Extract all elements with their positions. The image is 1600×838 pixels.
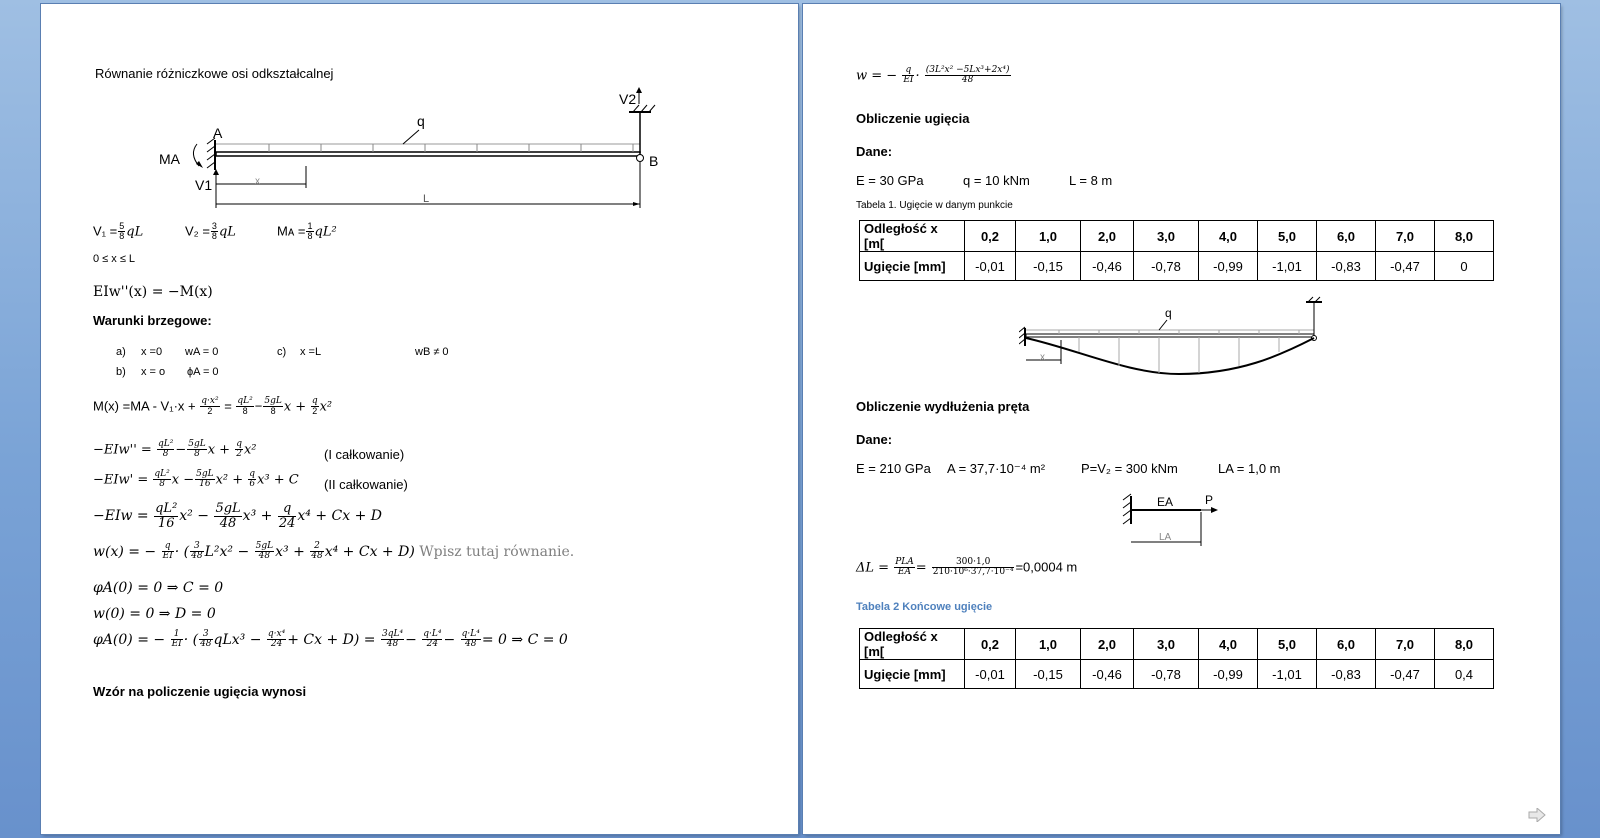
differential-equation: EIw''(x) = −M(x) (93, 284, 213, 300)
reaction-label-v2: V2 (619, 91, 637, 107)
moment-equation: M(x) =MA - V₁·x + $\frac{\text{q·x²}}{2}$ = $\frac{\text{qL²}}{8}$ − $\frac{5gL}{8}$ x + $\frac{q}{2}$ x² (93, 396, 333, 417)
bc-c-condition: x =L (300, 346, 322, 358)
beam-diagram (151, 86, 671, 212)
third-integration-eq: −EIw = $\frac{\text{qL²}}{16}$ x² − $\frac{5gL}{48}$ x³ + $\frac{q}{24}$ x⁴ + Cx + D (93, 501, 382, 531)
second-integration-note: (II całkowanie) (324, 477, 408, 492)
table-cell: -0,83 (1317, 660, 1376, 689)
reaction-v1-eq: V₁ = $\frac{5}{8}$ qL (93, 221, 144, 242)
table-row (860, 660, 1494, 689)
reaction-ma-eq: Mᴀ = $\frac{1}{8}$ qL² (277, 221, 337, 242)
deflected-beam-diagram (1019, 294, 1339, 384)
phi-zero-condition: φA(0) = 0 ⇒ C = 0 (93, 580, 224, 596)
table-cell: 7,0 (1376, 221, 1435, 252)
table-cell: 6,0 (1317, 221, 1376, 252)
deflection-function-eq: w(x) = − $\frac{q}{EI}$ · ( $\frac{3}{48}$ L²x² − $\frac{5gL}{48}$ x³ + $\frac{2}{48}$ x⁴ + Cx + D) Wpisz tutaj równanie. (93, 541, 575, 562)
deflection-table-2 (859, 628, 1494, 689)
document-page-right (803, 4, 1560, 834)
deflection-heading: Obliczenie ugięcia (856, 111, 970, 126)
dim-label-x: x (255, 176, 260, 187)
table-row (860, 629, 1494, 660)
first-integration-eq: −EIw'' = $\frac{\text{qL²}}{8}$ − $\frac{5gL}{8}$ x + $\frac{q}{2}$ x² (93, 439, 257, 460)
given-q: q = 10 kNm (963, 173, 1030, 188)
elongation-equation: ΔL = $\frac{\text{PLA}}{EA}$ = $\frac{300\cdot 1,0}{\text{210·10⁶·37,7·10⁻⁴}}$ =0,0004 m (856, 557, 1078, 578)
bc-c-value: wB ≠ 0 (415, 346, 449, 358)
table-cell: 0 (1435, 252, 1494, 281)
formula-heading: Wzór na policzenie ugięcia wynosi (93, 684, 307, 699)
second-integration-eq: −EIw' = $\frac{\text{qL²}}{8}$ x − $\frac{5gL}{16}$ x² + $\frac{q}{6}$ x³ + C (93, 469, 299, 490)
table-cell: 8,0 (1435, 221, 1494, 252)
bc-b-value: ϕA = 0 (187, 366, 219, 378)
table-cell: 8,0 (1435, 629, 1494, 660)
given-l: L = 8 m (1069, 173, 1113, 188)
table-row (860, 252, 1494, 281)
table-cell: 4,0 (1199, 629, 1258, 660)
phi-a-equation: φA(0) = − $\frac{1}{EI}$ · ( $\frac{3}{48}$ qLx³ − $\frac{\text{q·x⁴}}{24}$ + Cx + D) = $\frac{\text{3qL⁴}}{48}$ − $\frac{\text{q·L⁴}}{24}$ − $\frac{\text{q·L⁴}}{48}$ = 0 ⇒ C = 0 (93, 629, 568, 650)
given2-a: A = 37,7·10⁻⁴ m² (947, 461, 1046, 476)
rod-label-la: LA (1159, 532, 1172, 543)
table1-caption: Tabela 1. Ugięcie w danym punkcie (856, 200, 1013, 211)
table-cell: 0,2 (965, 629, 1016, 660)
table-cell: 0,4 (1435, 660, 1494, 689)
first-integration-note: (I całkowanie) (324, 447, 405, 462)
table-cell: 5,0 (1258, 629, 1317, 660)
given-heading: Dane: (856, 144, 893, 159)
table-cell: -0,46 (1081, 660, 1134, 689)
page-title: Równanie różniczkowe osi odkształcalnej (95, 66, 334, 81)
point-label-b: B (649, 153, 659, 169)
table-cell: 1,0 (1016, 629, 1081, 660)
given2-p: P=V₂ = 300 kNm (1081, 461, 1178, 476)
elongation-heading: Obliczenie wydłużenia pręta (856, 399, 1030, 414)
bc-c-label: c) (277, 346, 287, 358)
point-label-a: A (213, 125, 223, 141)
table-row (860, 221, 1494, 252)
load-label-q2: q (1165, 306, 1172, 320)
table-cell: 7,0 (1376, 629, 1435, 660)
table-cell: -0,99 (1199, 660, 1258, 689)
dim-label-l: L (423, 193, 430, 205)
table-cell: -0,99 (1199, 252, 1258, 281)
table-row-label: Odległość x [m[ (860, 221, 965, 252)
given-e: E = 30 GPa (856, 173, 924, 188)
table-cell: 0,2 (965, 221, 1016, 252)
dim-label-x2: x (1040, 352, 1045, 363)
table-cell: -0,01 (965, 660, 1016, 689)
table-cell: -1,01 (1258, 660, 1317, 689)
table-cell: -0,46 (1081, 252, 1134, 281)
given2-la: LA = 1,0 m (1218, 461, 1281, 476)
table-row-label: Ugięcie [mm] (860, 660, 965, 689)
next-page-arrow-icon[interactable] (1528, 808, 1546, 822)
table-row-label: Ugięcie [mm] (860, 252, 965, 281)
table-cell: -0,83 (1317, 252, 1376, 281)
table-cell: -0,78 (1134, 660, 1199, 689)
table-cell: 2,0 (1081, 221, 1134, 252)
document-page-left (41, 4, 798, 834)
moment-label-ma: MA (159, 151, 180, 167)
bc-a-condition: x =0 (141, 346, 163, 358)
table-cell: -0,47 (1376, 252, 1435, 281)
given2-e: E = 210 GPa (856, 461, 931, 476)
table-cell: 3,0 (1134, 629, 1199, 660)
table-cell: 5,0 (1258, 221, 1317, 252)
bc-b-label: b) (116, 366, 126, 378)
deflection-formula: w = − $\frac{q}{EI}$ · $\frac{\text{(3L²x² −5Lx³+2x⁴)}}{48}$ (856, 65, 1010, 86)
table-cell: -0,15 (1016, 660, 1081, 689)
table2-caption: Tabela 2 Końcowe ugięcie (856, 601, 993, 613)
table-cell: 6,0 (1317, 629, 1376, 660)
equation-placeholder[interactable]: Wpisz tutaj równanie. (419, 543, 575, 560)
reaction-v2-eq: V₂ = $\frac{3}{8}$ qL (185, 221, 236, 242)
deflection-table-1 (859, 220, 1494, 281)
table-cell: -0,78 (1134, 252, 1199, 281)
table-cell: 1,0 (1016, 221, 1081, 252)
table-row-label: Odległość x [m[ (860, 629, 965, 660)
rod-diagram (1117, 488, 1233, 548)
reaction-label-v1: V1 (195, 177, 213, 193)
table-cell: -0,47 (1376, 660, 1435, 689)
load-label-q: q (417, 113, 425, 129)
table-cell: 4,0 (1199, 221, 1258, 252)
rod-label-p: P (1205, 493, 1214, 507)
given2-heading: Dane: (856, 432, 893, 447)
bc-a-value: wA = 0 (185, 346, 219, 358)
table-cell: 2,0 (1081, 629, 1134, 660)
bc-b-condition: x = o (141, 366, 166, 378)
rod-label-ea: EA (1157, 495, 1174, 509)
table-cell: -0,15 (1016, 252, 1081, 281)
domain-range: 0 ≤ x ≤ L (93, 253, 136, 265)
table-cell: 3,0 (1134, 221, 1199, 252)
boundary-heading: Warunki brzegowe: (93, 313, 212, 328)
table-cell: -1,01 (1258, 252, 1317, 281)
table-cell: -0,01 (965, 252, 1016, 281)
w-zero-condition: w(0) = 0 ⇒ D = 0 (93, 606, 216, 622)
bc-a-label: a) (116, 346, 126, 358)
